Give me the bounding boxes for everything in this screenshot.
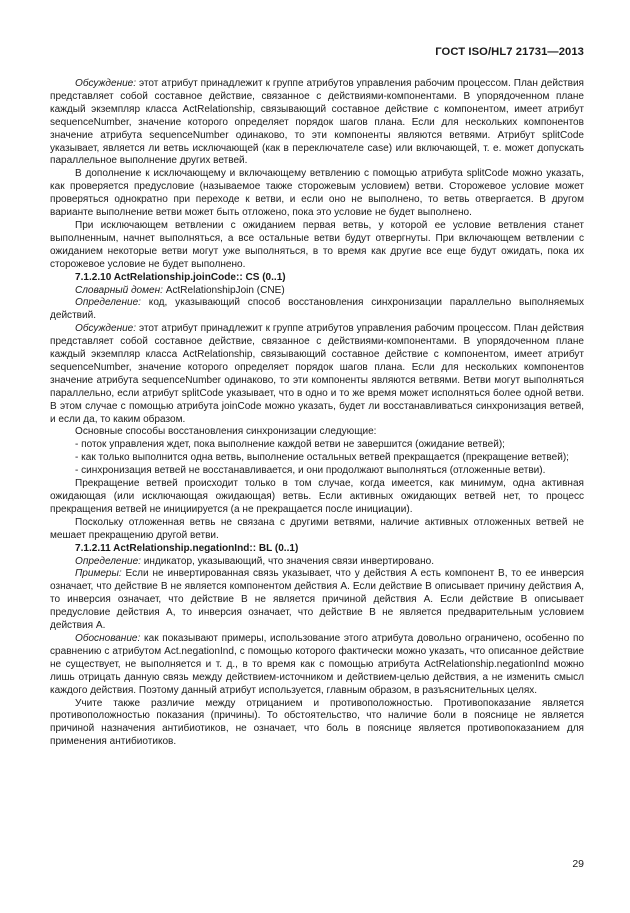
paragraph-text: Основные способы восстановления синхронизации следующие:: [75, 426, 377, 438]
paragraph-text: При исключающем ветвлении с ожиданием первая ветвь, у которой ее условие ветвления станет выполненным, начнет выполняться, а все остальные ветви будут отвергнуты. При включающем ветвлении с ожиданием некоторые ветви могут уже выполняться, в то время как другие все еще будут ожидать, пока их сторожевое условие не будет выполнено.: [50, 219, 584, 270]
paragraph-text: Если не инвертированная связь указывает, что у действия A есть компонент B, то ее инверсия означает, что действие B не является компонентом действия A. Если действие B описывает причину действия A, то инверсия означает, что действие B не является причиной действия A. Если действие B описывает предусловие действия A, то инверсия означает, что действие B не является предварительным условием действия A.: [50, 568, 584, 632]
paragraph: [50, 556, 584, 569]
section-heading: [50, 272, 584, 285]
paragraph-text: ActRelationshipJoin (CNE): [162, 284, 285, 296]
paragraph: [50, 78, 584, 168]
paragraph: [50, 168, 584, 220]
paragraph-text: - синхронизация ветвей не восстанавливается, и они продолжают выполняться (отложенные ветви).: [75, 465, 546, 477]
paragraph-label: Обоснование:: [75, 632, 141, 644]
document-header: ГОСТ ISO/HL7 21731—2013: [435, 46, 584, 58]
paragraph: [50, 323, 584, 426]
paragraph: [50, 297, 584, 323]
paragraph-text: код, указывающий способ восстановления синхронизации параллельно выполняемых действий.: [50, 297, 584, 322]
paragraph-text: 7.1.2.10 ActRelationship.joinCode:: CS (0..1): [75, 271, 286, 283]
paragraph: [50, 698, 584, 750]
paragraph: [50, 220, 584, 272]
paragraph-text: 7.1.2.11 ActRelationship.negationInd:: BL (0..1): [75, 542, 299, 554]
paragraph: [50, 452, 584, 465]
section-heading: [50, 543, 584, 556]
paragraph-text: - как только выполнится одна ветвь, выполнение остальных ветвей прекращается (прекращение ветвей);: [75, 452, 569, 464]
paragraph: [50, 426, 584, 439]
paragraph: [50, 439, 584, 452]
paragraph-text: Учите также различие между отрицанием и противоположностью. Противопоказание является противоположностью показания (причины). То обстоятельство, что наличие боли в пояснице не является причиной назначения антибиотиков, не означает, что боль в пояснице является противопоказанием для применения антибиотиков.: [50, 697, 584, 748]
paragraph: [50, 478, 584, 517]
paragraph-label: Примеры:: [75, 568, 122, 580]
paragraph-text: индикатор, указывающий, что значения связи инвертировано.: [140, 555, 434, 567]
paragraph-label: Обсуждение:: [75, 323, 137, 335]
paragraph: [50, 465, 584, 478]
paragraph-text: В дополнение к исключающему и включающему ветвлению с помощью атрибута splitCode можно указать, как проверяется предусловие (называемое также сторожевым условием) ветви. Сторожевое условие может проверяться однократно при переходе к ветви, и если оно не выполнено, то ветвь отвергается. В другом варианте выполнение ветви может быть отложено, пока это условие не будет выполнено.: [50, 168, 584, 219]
paragraph: [50, 517, 584, 543]
paragraph-label: Определение:: [75, 297, 141, 309]
paragraph-text: как показывают примеры, использование этого атрибута довольно ограничено, особенно по сравнению с атрибутом Act.negationInd, с помощью которого фактически можно указать, что описанное действие не существует, не выполняется и т. д., в то время как с помощью атрибута ActRelationship.negationInd можно лишь отрицать данную связь между действием-источником и действием-целью действия, а не изменить смысл каждого действия. Поэтому данный атрибут используется, главным образом, в разъяснительных целях.: [50, 632, 584, 696]
paragraph: [50, 285, 584, 298]
paragraph-label: Определение:: [75, 555, 141, 567]
paragraph-text: этот атрибут принадлежит к группе атрибутов управления рабочим процессом. План действия представляет собой составное действие, связанное с действиями-компонентами. В упорядоченном плане каждый экземпляр класса ActRelationship, связывающий составное действие с компонентом, имеет атрибут sequenceNumber, значение которого определяет порядок шагов плана. Если для нескольких компонентов значение атрибута sequenceNumber одинаково, то эти компоненты являются ветвями. Атрибут splitCode указывает, является ли ветвь исключающей (как в переключателе case) или включающей, т. е. может допускать параллельное выполнение других ветвей.: [50, 78, 584, 167]
page-number: 29: [572, 858, 584, 870]
paragraph-text: этот атрибут принадлежит к группе атрибутов управления рабочим процессом. План действия представляет собой составное действие, связанное с действиями-компонентами. В упорядоченном плане каждый экземпляр класса ActRelationship, связывающий составное действие с компонентом, имеет атрибут sequenceNumber, значение которого определяет порядок шагов плана. Если для нескольких компонентов значение атрибута sequenceNumber одинаково, то эти компоненты являются ветвями. Ветви могут выполняться параллельно, если атрибут splitCode указывает, что в одно и то же время может исполняться более одной ветви. В этом случае с помощью атрибута joinCode можно указать, будет ли восстанавливаться синхронизация ветвей, и если да, то каким образом.: [50, 323, 584, 425]
paragraph-text: - поток управления ждет, пока выполнение каждой ветви не завершится (ожидание ветвей);: [75, 439, 505, 451]
paragraph-label: Словарный домен:: [75, 284, 163, 296]
paragraph: [50, 568, 584, 633]
paragraph-text: Поскольку отложенная ветвь не связана с другими ветвями, наличие активных отложенных ветвей не мешает прекращению другой ветви.: [50, 516, 584, 541]
document-body: [50, 78, 584, 749]
paragraph: [50, 633, 584, 698]
paragraph-label: Обсуждение:: [75, 78, 137, 89]
paragraph-text: Прекращение ветвей происходит только в том случае, когда имеется, как минимум, одна активная ожидающая (или исключающая ожидающая) ветвь. Если активных ожидающих ветвей нет, то процесс прекращения ветвей не инициируется (а не прекращается после инициации).: [50, 478, 584, 515]
